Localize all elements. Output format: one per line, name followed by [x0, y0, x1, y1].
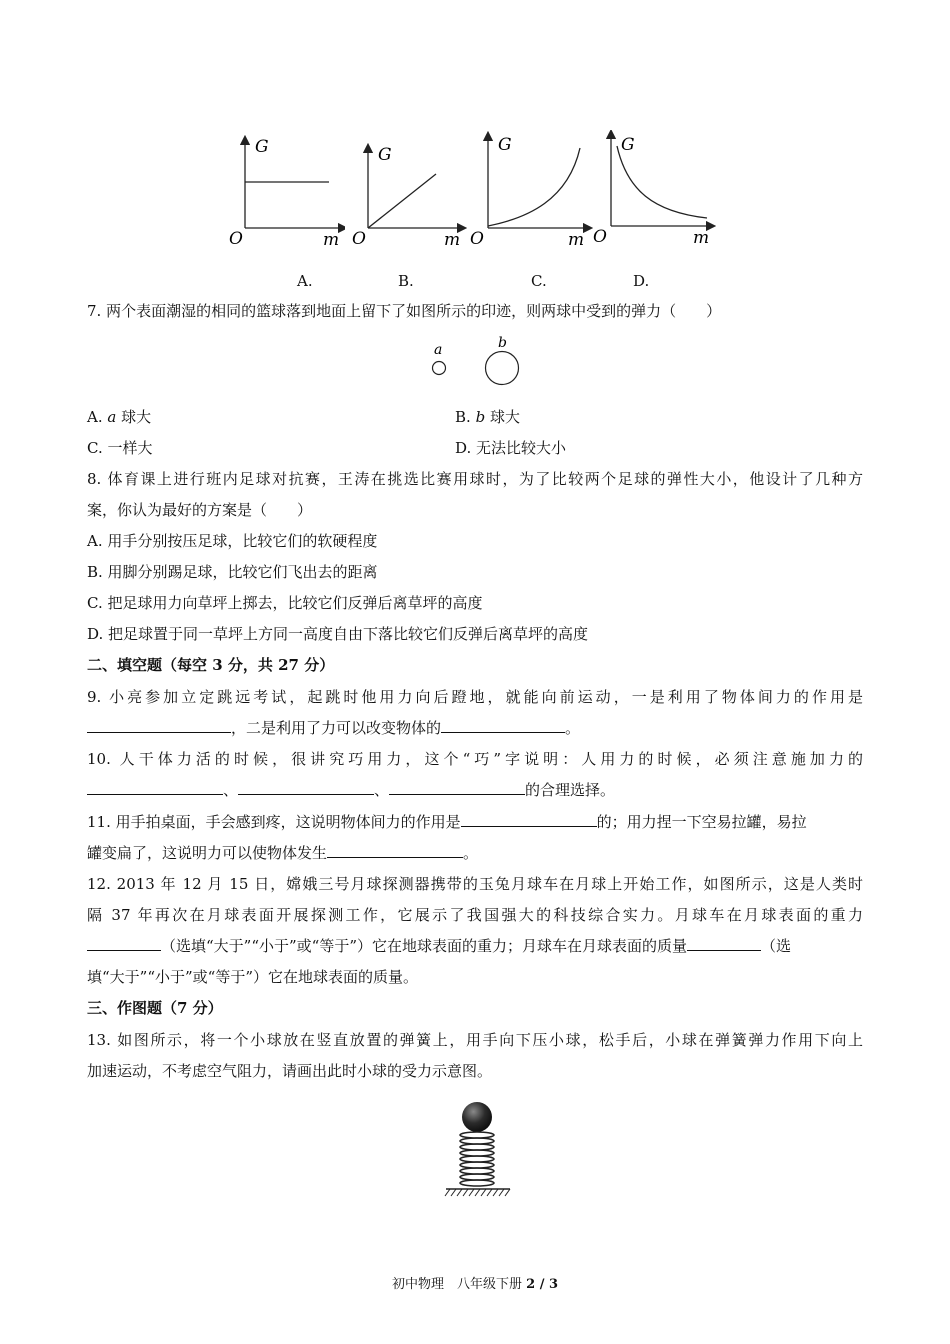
q10-blank-1[interactable] — [87, 780, 223, 795]
q13-line1: 13. 如图所示，将一个小球放在竖直放置的弹簧上，用手向下压小球，松手后，小球在弹簧弹力作用下向上 — [87, 1031, 863, 1049]
q6-option-c: C. — [531, 272, 547, 290]
q7-label-a: a — [434, 342, 443, 358]
q7-option-c: C. 一样大 — [87, 439, 153, 457]
graph-c-origin: O — [470, 229, 484, 249]
q10-line1: 10. 人干体力活的时候，很讲究巧用力，这个“巧”字说明：人用力的时候，必须注意施加力的 — [87, 750, 863, 768]
q7-ball-prints — [425, 333, 525, 388]
q11-blank-2[interactable] — [327, 843, 463, 858]
q9-blank-2[interactable] — [441, 718, 565, 733]
graph-b — [350, 130, 470, 252]
q10-blank-2[interactable] — [238, 780, 374, 795]
q12-line3: （选填“大于”“小于”或“等于”）它在地球表面的重力；月球车在月球表面的质量 （选 — [87, 936, 791, 956]
q6-option-d: D. — [633, 272, 650, 290]
q8-option-d: D. 把足球置于同一草坪上方同一高度自由下落比较它们反弹后离草坪的高度 — [87, 625, 589, 643]
q8-option-a: A. 用手分别按压足球，比较它们的软硬程度 — [87, 532, 378, 550]
page-number: 2 / 3 — [526, 1277, 559, 1292]
q7-option-b: B. b 球大 — [455, 408, 520, 426]
q12-line4: 填“大于”“小于”或“等于”）它在地球表面的质量。 — [87, 968, 419, 986]
graph-c-y-label: G — [498, 135, 512, 155]
q6-graphs — [225, 130, 725, 255]
page-footer — [0, 1276, 950, 1294]
graph-a-x-label: m — [323, 230, 340, 250]
q13-line2: 加速运动，不考虑空气阻力，请画出此时小球的受力示意图。 — [87, 1062, 493, 1080]
q8-option-b: B. 用脚分别踢足球，比较它们飞出去的距离 — [87, 563, 378, 581]
graph-b-x-label: m — [444, 230, 461, 250]
q11-line2: 罐变扁了，这说明力可以使物体发生 。 — [87, 844, 479, 862]
q10-blank-3[interactable] — [389, 780, 525, 795]
q8-stem-line2: 案，你认为最好的方案是（ ） — [87, 501, 313, 519]
section3-title: 三、作图题（7 分） — [87, 999, 223, 1017]
q12-blank-2[interactable] — [687, 936, 761, 951]
q7-option-a: A. a 球大 — [87, 408, 152, 426]
graph-d-origin: O — [593, 227, 607, 247]
graph-b-y-label: G — [378, 145, 392, 165]
graph-d-y-label: G — [621, 135, 635, 155]
q12-line2: 隔 37 年再次在月球表面开展探测工作，它展示了我国强大的科技综合实力。月球车在月球表面的重力 — [87, 906, 863, 924]
q9-line1: 9. 小亮参加立定跳远考试，起跳时他用力向后蹬地，就能向前运动，一是利用了物体间力的作用是 — [87, 688, 863, 706]
graph-a-origin: O — [229, 229, 243, 249]
graph-d-x-label: m — [693, 228, 710, 248]
graph-b-origin: O — [352, 229, 366, 249]
graph-a — [225, 130, 345, 252]
footer-text: 初中物理 八年级下册 — [391, 1277, 527, 1292]
q11-line1: 11. 用手拍桌面，手会感到疼，这说明物体间力的作用是 的；用力捏一下空易拉罐，易拉 — [87, 813, 807, 831]
q9-blank-1[interactable] — [87, 718, 231, 733]
q12-line1: 12. 2013 年 12 月 15 日，嫦娥三号月球探测器携带的玉兔月球车在月球上开始工作，如图所示，这是人类时 — [87, 875, 863, 893]
q7-label-b: b — [498, 335, 507, 351]
graph-c — [468, 130, 593, 252]
section2-title: 二、填空题（每空 3 分，共 27 分） — [87, 656, 335, 674]
q9-line2: ，二是利用了力可以改变物体的 。 — [87, 718, 580, 738]
q8-option-c: C. 把足球用力向草坪上掷去，比较它们反弹后离草坪的高度 — [87, 594, 483, 612]
q6-option-b: B. — [398, 272, 414, 290]
q13-spring-ball-figure — [440, 1097, 520, 1201]
q7-option-d: D. 无法比较大小 — [455, 439, 567, 457]
graph-d — [593, 130, 718, 252]
q8-stem-line1: 8. 体育课上进行班内足球对抗赛，王涛在挑选比赛用球时，为了比较两个足球的弹性大小，他设计了几种方 — [87, 470, 863, 488]
q11-blank-1[interactable] — [461, 812, 597, 827]
q10-line2: 、 、 的合理选择。 — [87, 780, 615, 800]
graph-c-x-label: m — [568, 230, 585, 250]
q6-option-a: A. — [297, 272, 313, 290]
graph-a-y-label: G — [255, 137, 269, 157]
q12-blank-1[interactable] — [87, 936, 161, 951]
q7-stem: 7. 两个表面潮湿的相同的篮球落到地面上留下了如图所示的印迹，则两球中受到的弹力（ ） — [87, 302, 722, 320]
